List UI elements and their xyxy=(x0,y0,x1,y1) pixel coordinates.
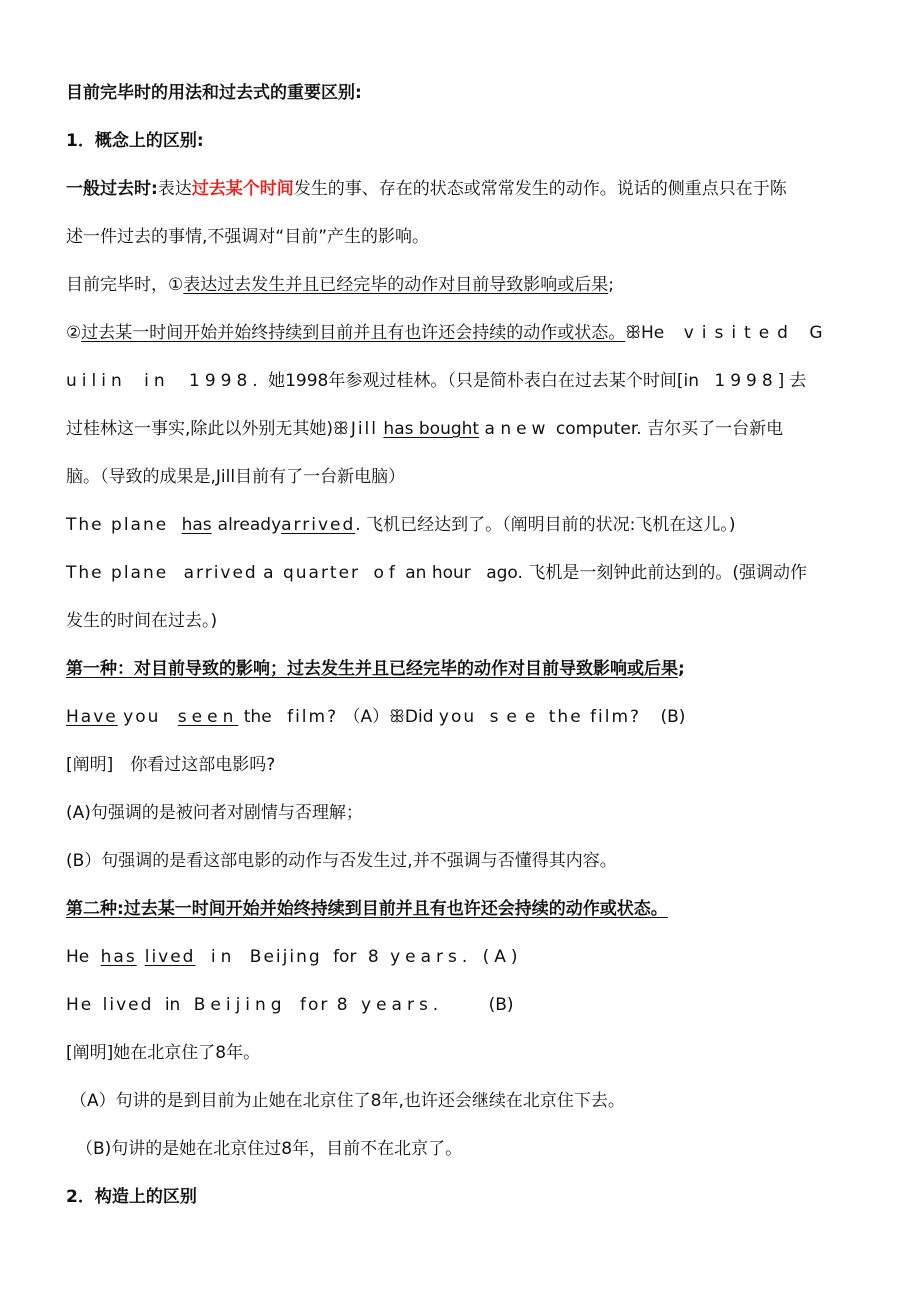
example-line xyxy=(66,418,866,440)
example-text: computer. xyxy=(555,419,642,439)
example-text: ꕥJill xyxy=(333,419,379,439)
example-text: The plane xyxy=(66,515,169,535)
example-underline: Have xyxy=(66,707,118,727)
example-text: 吉尔买了一台新电 xyxy=(647,419,784,439)
example-text: a xyxy=(484,419,495,439)
example-beijing-2 xyxy=(66,994,866,1016)
example-text: film? xyxy=(287,707,339,727)
example-underline: seen xyxy=(177,707,239,727)
explanation: (A)句强调的是被问者对剧情与否理解； xyxy=(66,803,363,823)
example-text: the film? xyxy=(548,707,642,727)
example-text: G xyxy=(809,323,823,343)
page-title: 目前完毕时的用法和过去式的重要区别: xyxy=(66,83,362,103)
explanation: （A）句讲的是到目前为止她在北京住了8年,也许还会继续在北京住下去。 xyxy=(70,1091,625,1111)
text: 发生的事、存在的状态或常常发生的动作。说话的侧重点只在于陈 xyxy=(293,179,787,199)
paragraph-present-perfect xyxy=(66,274,866,296)
example-text: Beijing xyxy=(193,995,287,1015)
example-text: in xyxy=(164,995,181,1015)
example-plane-1 xyxy=(66,514,866,536)
example-text: ꕥHe xyxy=(625,323,665,343)
example-text: years. xyxy=(361,995,444,1015)
example-text: see xyxy=(489,707,544,727)
example-underline: has bought xyxy=(383,419,480,439)
definition-2: 过去某一时间开始并始终持续到目前并且有也许还会持续的动作或状态。 xyxy=(81,323,626,343)
example-text: 1998]去 xyxy=(714,371,812,391)
explanation: （B)句讲的是她在北京住过8年，目前不在北京了。 xyxy=(76,1139,463,1159)
example-text: new xyxy=(500,419,551,439)
example-text: of xyxy=(373,563,400,583)
text: 表达 xyxy=(157,179,192,199)
highlight-past-time: 过去某个时间 xyxy=(191,179,294,199)
example-text: He xyxy=(66,995,94,1015)
section-heading-concept: 1．概念上的区别: xyxy=(66,131,204,151)
example-text: 发生的时间在过去。) xyxy=(66,611,218,631)
example-beijing-1 xyxy=(66,946,866,968)
type-heading-2 xyxy=(66,898,866,920)
example-text: a quarter xyxy=(263,563,361,583)
example-text: lived xyxy=(102,995,154,1015)
example-text: for xyxy=(333,947,357,967)
explanation: [阐明] 你看过这部电影吗? xyxy=(66,755,276,775)
example-text: . 飞机已经达到了。（阐明目前的状况:飞机在这儿。) xyxy=(355,515,736,535)
example-text: you xyxy=(438,707,477,727)
example-plane-2 xyxy=(66,562,866,584)
explanation: (B）句强调的是看这部电影的动作与否发生过,并不强调与否懂得其内容。 xyxy=(66,851,617,871)
example-text: already xyxy=(217,515,282,535)
example-text: years. (A) xyxy=(390,947,523,967)
example-text: visited xyxy=(683,323,796,343)
example-text: 8 xyxy=(367,947,379,967)
example-text: Beijing xyxy=(249,947,322,967)
example-underline: arrived xyxy=(281,515,356,535)
example-text: （A）ꕥDid xyxy=(343,707,434,727)
example-text: 飞机是一刻钟此前达到的。(强调动作 xyxy=(528,563,807,583)
section-heading-structure: 2．构造上的区别 xyxy=(66,1187,197,1207)
text: ; xyxy=(678,659,685,679)
example-text: 1998. xyxy=(189,371,263,391)
type-2-definition: 第二种:过去某一时间开始并始终持续到目前并且有也许还会持续的动作或状态。 xyxy=(66,899,668,919)
example-text: the xyxy=(243,707,272,727)
example-text: in xyxy=(144,371,170,391)
definition-1: 表达过去发生并且已经完毕的动作对目前导致影响或后果 xyxy=(183,275,609,295)
paragraph-simple-past xyxy=(66,178,866,200)
term-simple-past: 一般过去时: xyxy=(66,179,158,199)
example-text: for 8 xyxy=(300,995,350,1015)
example-text: The plane xyxy=(66,563,169,583)
example-text: you xyxy=(123,707,161,727)
example-line xyxy=(66,370,866,392)
example-line: 脑。（导致的成果是,Jill目前有了一台新电脑） xyxy=(66,467,406,487)
text: ② xyxy=(66,323,82,343)
example-text: ago. xyxy=(486,563,523,583)
example-underline: has xyxy=(181,515,212,535)
example-text: in xyxy=(210,947,237,967)
example-text: 过桂林这一事实,除此以外别无其她) xyxy=(66,419,334,439)
example-text: He xyxy=(66,947,90,967)
example-film xyxy=(66,706,866,728)
example-text: (B) xyxy=(660,707,686,727)
example-text: an hour xyxy=(405,563,471,583)
example-text: 她1998年参观过桂林。（只是简朴表白在过去某个时间[in xyxy=(268,371,700,391)
explanation: [阐明]她在北京住了8年。 xyxy=(66,1043,261,1063)
example-text: (B) xyxy=(488,995,514,1015)
example-underline: has xyxy=(100,947,137,967)
type-heading-1 xyxy=(66,658,866,680)
example-text: uilin xyxy=(66,371,127,391)
example-underline: lived xyxy=(144,947,196,967)
type-1-definition: 第一种：对目前导致的影响；过去发生并且已经完毕的动作对目前导致影响或后果 xyxy=(66,659,678,679)
paragraph-definition-2 xyxy=(66,322,866,344)
term-present-perfect: 目前完毕时，① xyxy=(66,275,184,295)
example-text: arrived xyxy=(183,563,258,583)
text: ; xyxy=(608,275,614,295)
paragraph-simple-past-cont: 述一件过去的事情,不强调对“目前”产生的影响。 xyxy=(66,227,430,247)
